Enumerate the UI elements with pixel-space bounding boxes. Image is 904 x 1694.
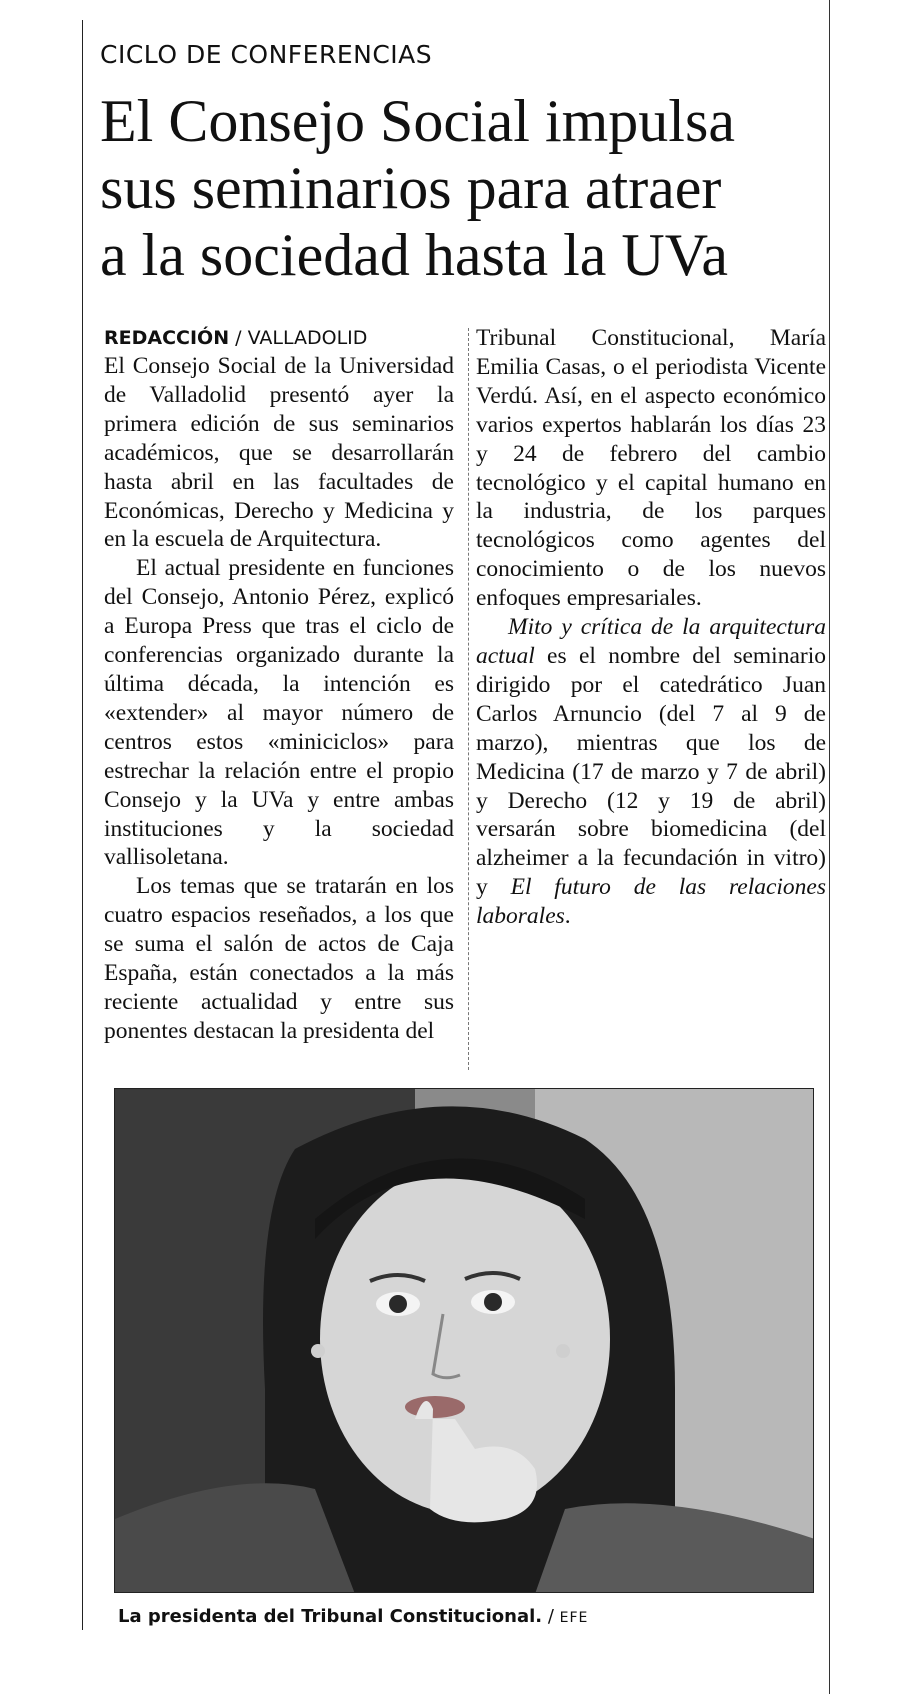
paragraph-4-text: es el nombre del seminario dirigido por el catedrático Juan Carlos Arnuncio (del 7 al 9 de marzo), mientras que los de Medicina (17 de marzo y 7 de abril) y Derecho (12 y 19 de abril) versarán sobre biomedicina (del alzheimer a la fecundación in vitro) y bbox=[476, 642, 826, 901]
headline-line-1: El Consejo Social impulsa bbox=[100, 88, 735, 154]
headline bbox=[100, 88, 820, 289]
headline-line-2: sus seminarios para atraer bbox=[100, 155, 722, 221]
seminar-title: Mito y crítica de la arquitectura actual bbox=[476, 614, 826, 669]
column-divider bbox=[468, 328, 469, 1070]
byline-separator: / bbox=[229, 327, 248, 349]
byline-author: REDACCIÓN bbox=[104, 327, 230, 349]
caption-credit: EFE bbox=[559, 1610, 589, 1626]
section-label: CICLO DE CONFERENCIAS bbox=[100, 40, 433, 69]
headline-line-3: a la sociedad hasta la UVa bbox=[100, 222, 729, 288]
caption-text: La presidenta del Tribunal Constitucional. bbox=[118, 1606, 543, 1627]
photo-illustration bbox=[115, 1089, 814, 1593]
paragraph-3-continued: Tribunal Constitucional, María Emilia Casas, o el periodista Vicente Verdú. Así, en el aspecto económico varios expertos hablarán los días 23 y 24 de febrero del cambio tecnológico y el capital humano en la industria, de los parques tecnológicos como agentes del conocimiento o de los nuevos enfoques empresariales. bbox=[476, 325, 826, 612]
article-column-left bbox=[104, 324, 454, 1046]
paragraph-1: El Consejo Social de la Universidad de Valladolid presentó ayer la primera edición de sus seminarios académicos, que se desarrollarán hasta abril en las facultades de Económicas, Derecho y Medicina y en la escuela de Arquitectura. bbox=[104, 353, 454, 553]
byline bbox=[104, 324, 454, 352]
left-column-rule bbox=[82, 20, 83, 1630]
caption-separator: / bbox=[542, 1606, 560, 1627]
paragraph-4-end: . bbox=[564, 903, 571, 930]
right-page-rule bbox=[829, 0, 830, 1694]
byline-location: VALLADOLID bbox=[247, 327, 368, 349]
photo-caption bbox=[118, 1606, 588, 1627]
paragraph-2: El actual presidente en funciones del Consejo, Antonio Pérez, explicó a Europa Press que tras el ciclo de conferencias organizado durante la última década, la intención es «extender» al mayor número de centros estos «miniciclos» para estrechar la relación entre el propio Consejo y la UVa y entre ambas instituciones y la sociedad vallisoletana. bbox=[104, 555, 454, 871]
paragraph-4 bbox=[476, 613, 826, 931]
paragraph-3: Los temas que se tratarán en los cuatro espacios reseñados, a los que se suma el salón de actos de Caja España, están conectados a la más reciente actualidad y entre sus ponentes destacan la presidenta del bbox=[104, 873, 454, 1044]
article-column-right bbox=[476, 324, 826, 931]
news-photo bbox=[114, 1088, 814, 1593]
seminar-title-labor: El futuro de las relaciones laborales bbox=[476, 874, 827, 930]
